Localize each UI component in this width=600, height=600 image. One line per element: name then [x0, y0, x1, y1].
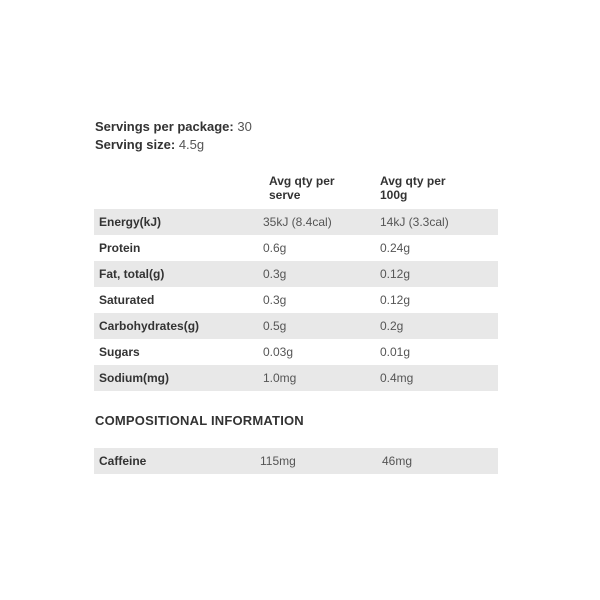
- per-100g-value: 0.12g: [380, 293, 411, 307]
- per-serve-value: 0.03g: [263, 345, 294, 359]
- nutrient-name: Fat, total(g): [99, 267, 165, 281]
- header-per-100g-line2: 100g: [380, 188, 408, 202]
- table-row: [94, 261, 498, 287]
- header-per-serve-line1: Avg qty per: [269, 174, 335, 188]
- nutrient-name: Sugars: [99, 345, 140, 359]
- table-row: [94, 209, 498, 235]
- header-per-100g-line1: Avg qty per: [380, 174, 446, 188]
- nutrient-name: Sodium(mg): [99, 371, 169, 385]
- per-serve-value: 1.0mg: [263, 371, 297, 385]
- per-serve-value: 115mg: [260, 454, 296, 468]
- per-100g-value: 0.24g: [380, 241, 411, 255]
- serving-size-value: 4.5g: [178, 137, 205, 152]
- nutrient-name: Saturated: [99, 293, 155, 307]
- header-per-serve-line2: serve: [269, 188, 301, 202]
- table-row: [94, 313, 498, 339]
- per-100g-value: 14kJ (3.3cal): [380, 215, 449, 229]
- table-row: [94, 365, 498, 391]
- servings-per-package-value: 30: [237, 119, 252, 134]
- compositional-table: [94, 448, 498, 474]
- per-100g-value: 46mg: [382, 454, 413, 468]
- per-serve-value: 0.3g: [263, 267, 287, 281]
- ingredient-name: Caffeine: [99, 454, 147, 468]
- per-serve-value: 0.5g: [263, 319, 287, 333]
- nutrition-table-header: [94, 174, 498, 209]
- table-row: [94, 235, 498, 261]
- per-serve-value: 0.6g: [263, 241, 287, 255]
- per-serve-value: 35kJ (8.4cal): [263, 215, 332, 229]
- servings-per-package: [95, 118, 252, 136]
- per-serve-value: 0.3g: [263, 293, 287, 307]
- servings-per-package-label: Servings per package:: [95, 119, 234, 134]
- header-per-serve: [94, 174, 363, 209]
- nutrient-name: Protein: [99, 241, 141, 255]
- compositional-information-title: COMPOSITIONAL INFORMATION: [95, 413, 304, 428]
- header-per-100g: [363, 174, 446, 209]
- serving-size: [95, 136, 252, 154]
- table-row: [94, 339, 498, 365]
- nutrient-name: Carbohydrates(g): [99, 319, 200, 333]
- nutrition-table: [94, 174, 498, 391]
- per-100g-value: 0.4mg: [380, 371, 414, 385]
- per-100g-value: 0.12g: [380, 267, 411, 281]
- nutrient-name: Energy(kJ): [99, 215, 162, 229]
- table-row: [94, 287, 498, 313]
- table-row: [94, 448, 498, 474]
- serving-size-label: Serving size:: [95, 137, 176, 152]
- serving-info: [95, 118, 252, 154]
- per-100g-value: 0.01g: [380, 345, 411, 359]
- per-100g-value: 0.2g: [380, 319, 404, 333]
